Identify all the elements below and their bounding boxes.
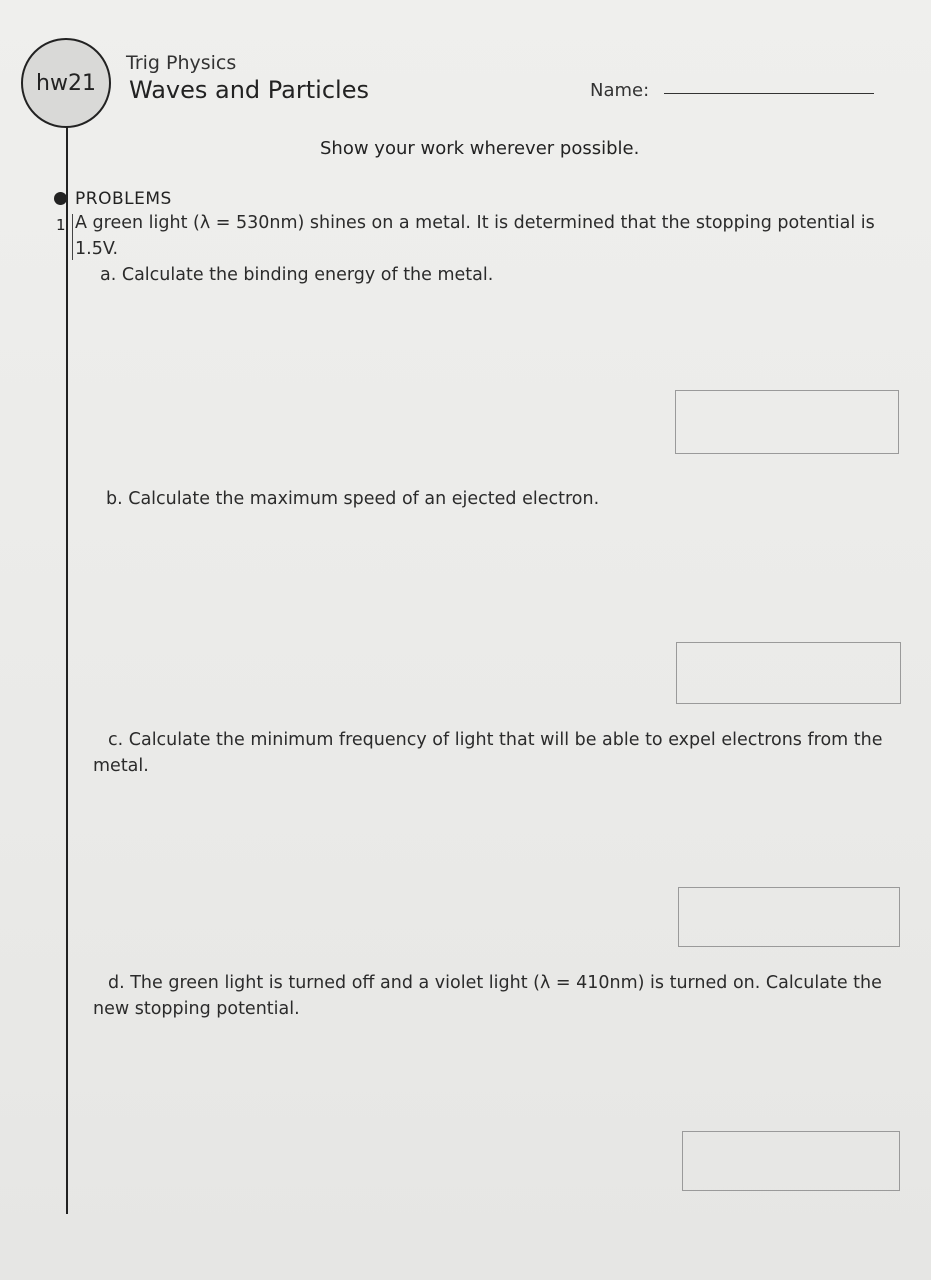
problem-number: 1	[56, 216, 66, 234]
name-field[interactable]	[664, 93, 874, 94]
instructions: Show your work wherever possible.	[320, 138, 640, 159]
margin-line	[66, 126, 68, 1214]
problem-statement: A green light (λ = 530nm) shines on a metal. It is determined that the stopping potential is 1.5V.	[75, 213, 875, 259]
name-label: Name:	[590, 80, 650, 101]
answer-box-c[interactable]	[678, 887, 900, 947]
section-bullet-icon	[54, 192, 67, 205]
answer-box-d[interactable]	[682, 1131, 900, 1191]
answer-box-b[interactable]	[676, 642, 901, 704]
question-b: b. Calculate the maximum speed of an ejected electron.	[106, 489, 600, 509]
section-heading: PROBLEMS	[75, 189, 172, 209]
worksheet-title: Waves and Particles	[129, 76, 369, 104]
problem-number-divider	[72, 214, 73, 260]
homework-number: hw21	[36, 70, 96, 96]
question-c: c. Calculate the minimum frequency of light that will be able to expel electrons from the metal.	[93, 730, 883, 776]
question-a: a. Calculate the binding energy of the metal.	[100, 265, 494, 285]
question-d: d. The green light is turned off and a violet light (λ = 410nm) is turned on. Calculate the new stopping potential.	[93, 973, 882, 1019]
homework-badge	[21, 38, 111, 128]
answer-box-a[interactable]	[675, 390, 899, 454]
course-name: Trig Physics	[126, 52, 237, 74]
